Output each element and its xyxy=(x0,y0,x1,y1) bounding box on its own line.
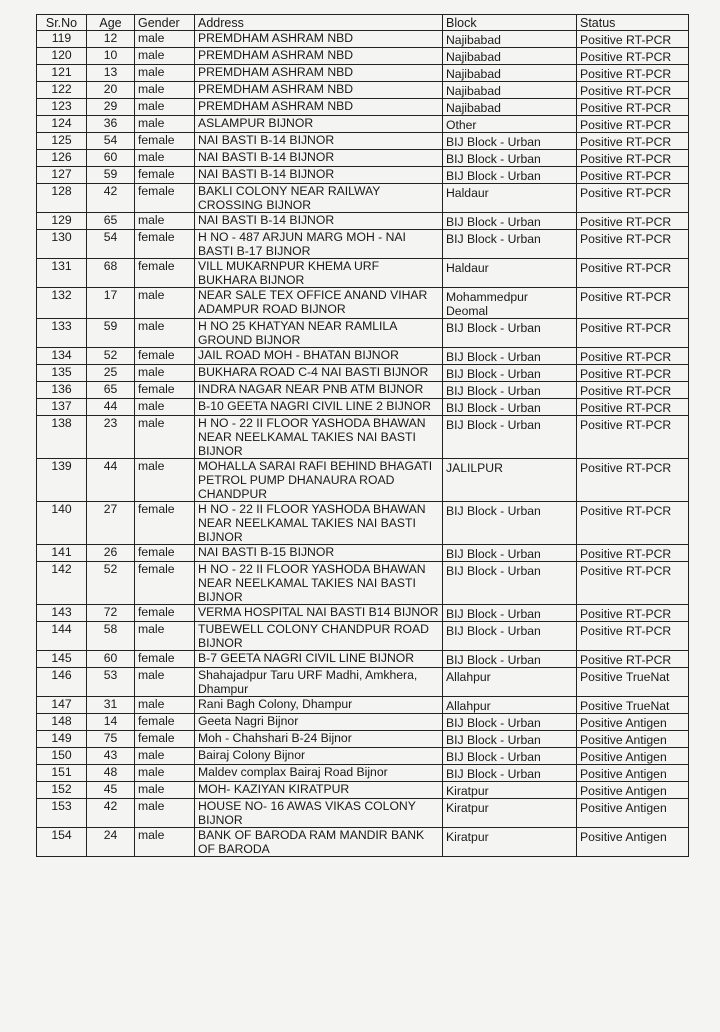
sr-no-cell: 147 xyxy=(37,697,87,714)
table-row xyxy=(37,782,689,799)
status-cell: Positive RT-PCR xyxy=(577,382,689,399)
sr-no-cell: 123 xyxy=(37,99,87,116)
table-row xyxy=(37,697,689,714)
table-row xyxy=(37,116,689,133)
status-cell: Positive RT-PCR xyxy=(577,622,689,651)
age-cell: 26 xyxy=(87,545,135,562)
block-cell: BIJ Block - Urban xyxy=(443,622,577,651)
sr-no-cell: 128 xyxy=(37,184,87,213)
address-cell: H NO - 487 ARJUN MARG MOH - NAI BASTI B-17 BIJNOR xyxy=(195,230,443,259)
age-cell: 60 xyxy=(87,651,135,668)
gender-cell: male xyxy=(135,697,195,714)
gender-cell: male xyxy=(135,765,195,782)
block-cell: Mohammedpur Deomal xyxy=(443,288,577,319)
status-cell: Positive RT-PCR xyxy=(577,116,689,133)
age-cell: 12 xyxy=(87,31,135,48)
block-cell: Najibabad xyxy=(443,65,577,82)
sr-no-cell: 121 xyxy=(37,65,87,82)
status-cell: Positive RT-PCR xyxy=(577,184,689,213)
address-cell: BAKLI COLONY NEAR RAILWAY CROSSING BIJNOR xyxy=(195,184,443,213)
header-gender: Gender xyxy=(135,15,195,31)
block-cell: BIJ Block - Urban xyxy=(443,230,577,259)
status-cell: Positive RT-PCR xyxy=(577,348,689,365)
sr-no-cell: 126 xyxy=(37,150,87,167)
sr-no-cell: 153 xyxy=(37,799,87,828)
block-cell: BIJ Block - Urban xyxy=(443,167,577,184)
scanned-document xyxy=(36,14,688,857)
address-cell: Maldev complax Bairaj Road Bijnor xyxy=(195,765,443,782)
age-cell: 59 xyxy=(87,319,135,348)
status-cell: Positive RT-PCR xyxy=(577,416,689,459)
patient-table xyxy=(36,14,689,857)
address-cell: TUBEWELL COLONY CHANDPUR ROAD BIJNOR xyxy=(195,622,443,651)
sr-no-cell: 141 xyxy=(37,545,87,562)
table-row xyxy=(37,651,689,668)
sr-no-cell: 140 xyxy=(37,502,87,545)
address-cell: Bairaj Colony Bijnor xyxy=(195,748,443,765)
age-cell: 54 xyxy=(87,133,135,150)
address-cell: NAI BASTI B-14 BIJNOR xyxy=(195,167,443,184)
age-cell: 68 xyxy=(87,259,135,288)
block-cell: BIJ Block - Urban xyxy=(443,748,577,765)
address-cell: JAIL ROAD MOH - BHATAN BIJNOR xyxy=(195,348,443,365)
address-cell: PREMDHAM ASHRAM NBD xyxy=(195,48,443,65)
gender-cell: female xyxy=(135,167,195,184)
gender-cell: female xyxy=(135,230,195,259)
address-cell: VILL MUKARNPUR KHEMA URF BUKHARA BIJNOR xyxy=(195,259,443,288)
address-cell: VERMA HOSPITAL NAI BASTI B14 BIJNOR xyxy=(195,605,443,622)
address-cell: NAI BASTI B-14 BIJNOR xyxy=(195,133,443,150)
gender-cell: female xyxy=(135,348,195,365)
status-cell: Positive TrueNat xyxy=(577,697,689,714)
block-cell: Allahpur xyxy=(443,668,577,697)
table-row xyxy=(37,459,689,502)
age-cell: 72 xyxy=(87,605,135,622)
block-cell: BIJ Block - Urban xyxy=(443,714,577,731)
table-row xyxy=(37,288,689,319)
status-cell: Positive RT-PCR xyxy=(577,31,689,48)
status-cell: Positive RT-PCR xyxy=(577,167,689,184)
block-cell: JALILPUR xyxy=(443,459,577,502)
block-cell: BIJ Block - Urban xyxy=(443,365,577,382)
sr-no-cell: 139 xyxy=(37,459,87,502)
sr-no-cell: 145 xyxy=(37,651,87,668)
block-cell: Najibabad xyxy=(443,99,577,116)
gender-cell: male xyxy=(135,622,195,651)
table-row xyxy=(37,828,689,857)
age-cell: 14 xyxy=(87,714,135,731)
sr-no-cell: 133 xyxy=(37,319,87,348)
sr-no-cell: 151 xyxy=(37,765,87,782)
sr-no-cell: 134 xyxy=(37,348,87,365)
gender-cell: female xyxy=(135,382,195,399)
age-cell: 43 xyxy=(87,748,135,765)
block-cell: BIJ Block - Urban xyxy=(443,765,577,782)
table-row xyxy=(37,82,689,99)
sr-no-cell: 154 xyxy=(37,828,87,857)
address-cell: H NO 25 KHATYAN NEAR RAMLILA GROUND BIJNOR xyxy=(195,319,443,348)
age-cell: 75 xyxy=(87,731,135,748)
gender-cell: male xyxy=(135,799,195,828)
sr-no-cell: 144 xyxy=(37,622,87,651)
table-row xyxy=(37,714,689,731)
block-cell: BIJ Block - Urban xyxy=(443,382,577,399)
address-cell: NAI BASTI B-14 BIJNOR xyxy=(195,213,443,230)
sr-no-cell: 124 xyxy=(37,116,87,133)
gender-cell: male xyxy=(135,288,195,319)
table-row xyxy=(37,605,689,622)
table-row xyxy=(37,48,689,65)
gender-cell: male xyxy=(135,748,195,765)
table-row xyxy=(37,545,689,562)
address-cell: PREMDHAM ASHRAM NBD xyxy=(195,31,443,48)
sr-no-cell: 137 xyxy=(37,399,87,416)
status-cell: Positive Antigen xyxy=(577,782,689,799)
gender-cell: male xyxy=(135,668,195,697)
sr-no-cell: 150 xyxy=(37,748,87,765)
header-sr-no: Sr.No xyxy=(37,15,87,31)
age-cell: 45 xyxy=(87,782,135,799)
address-cell: BUKHARA ROAD C-4 NAI BASTI BIJNOR xyxy=(195,365,443,382)
sr-no-cell: 149 xyxy=(37,731,87,748)
table-row xyxy=(37,748,689,765)
gender-cell: male xyxy=(135,319,195,348)
table-body xyxy=(37,31,689,857)
table-row xyxy=(37,622,689,651)
table-row xyxy=(37,259,689,288)
age-cell: 42 xyxy=(87,799,135,828)
sr-no-cell: 129 xyxy=(37,213,87,230)
status-cell: Positive Antigen xyxy=(577,828,689,857)
age-cell: 53 xyxy=(87,668,135,697)
address-cell: PREMDHAM ASHRAM NBD xyxy=(195,65,443,82)
address-cell: INDRA NAGAR NEAR PNB ATM BIJNOR xyxy=(195,382,443,399)
block-cell: BIJ Block - Urban xyxy=(443,416,577,459)
age-cell: 58 xyxy=(87,622,135,651)
status-cell: Positive RT-PCR xyxy=(577,99,689,116)
age-cell: 25 xyxy=(87,365,135,382)
gender-cell: male xyxy=(135,213,195,230)
age-cell: 60 xyxy=(87,150,135,167)
status-cell: Positive RT-PCR xyxy=(577,502,689,545)
sr-no-cell: 119 xyxy=(37,31,87,48)
table-row xyxy=(37,399,689,416)
address-cell: B-10 GEETA NAGRI CIVIL LINE 2 BIJNOR xyxy=(195,399,443,416)
block-cell: BIJ Block - Urban xyxy=(443,562,577,605)
age-cell: 20 xyxy=(87,82,135,99)
age-cell: 10 xyxy=(87,48,135,65)
status-cell: Positive TrueNat xyxy=(577,668,689,697)
status-cell: Positive Antigen xyxy=(577,765,689,782)
sr-no-cell: 143 xyxy=(37,605,87,622)
status-cell: Positive RT-PCR xyxy=(577,651,689,668)
age-cell: 65 xyxy=(87,382,135,399)
sr-no-cell: 135 xyxy=(37,365,87,382)
age-cell: 23 xyxy=(87,416,135,459)
table-row xyxy=(37,65,689,82)
block-cell: BIJ Block - Urban xyxy=(443,150,577,167)
block-cell: Other xyxy=(443,116,577,133)
gender-cell: male xyxy=(135,99,195,116)
status-cell: Positive RT-PCR xyxy=(577,545,689,562)
address-cell: MOH- KAZIYAN KIRATPUR xyxy=(195,782,443,799)
block-cell: Allahpur xyxy=(443,697,577,714)
address-cell: PREMDHAM ASHRAM NBD xyxy=(195,82,443,99)
sr-no-cell: 148 xyxy=(37,714,87,731)
sr-no-cell: 125 xyxy=(37,133,87,150)
age-cell: 29 xyxy=(87,99,135,116)
address-cell: Shahajadpur Taru URF Madhi, Amkhera, Dhampur xyxy=(195,668,443,697)
header-age: Age xyxy=(87,15,135,31)
status-cell: Positive RT-PCR xyxy=(577,133,689,150)
address-cell: B-7 GEETA NAGRI CIVIL LINE BIJNOR xyxy=(195,651,443,668)
table-row xyxy=(37,319,689,348)
gender-cell: male xyxy=(135,459,195,502)
table-row xyxy=(37,213,689,230)
status-cell: Positive RT-PCR xyxy=(577,150,689,167)
status-cell: Positive RT-PCR xyxy=(577,399,689,416)
block-cell: Najibabad xyxy=(443,31,577,48)
gender-cell: male xyxy=(135,82,195,99)
block-cell: Kiratpur xyxy=(443,799,577,828)
block-cell: Haldaur xyxy=(443,184,577,213)
table-row xyxy=(37,731,689,748)
table-row xyxy=(37,365,689,382)
gender-cell: male xyxy=(135,365,195,382)
status-cell: Positive Antigen xyxy=(577,731,689,748)
address-cell: Geeta Nagri Bijnor xyxy=(195,714,443,731)
block-cell: BIJ Block - Urban xyxy=(443,731,577,748)
age-cell: 36 xyxy=(87,116,135,133)
status-cell: Positive RT-PCR xyxy=(577,82,689,99)
gender-cell: male xyxy=(135,399,195,416)
header-address: Address xyxy=(195,15,443,31)
age-cell: 24 xyxy=(87,828,135,857)
table-row xyxy=(37,562,689,605)
block-cell: BIJ Block - Urban xyxy=(443,319,577,348)
gender-cell: male xyxy=(135,150,195,167)
sr-no-cell: 152 xyxy=(37,782,87,799)
gender-cell: male xyxy=(135,116,195,133)
block-cell: BIJ Block - Urban xyxy=(443,213,577,230)
age-cell: 59 xyxy=(87,167,135,184)
block-cell: BIJ Block - Urban xyxy=(443,605,577,622)
sr-no-cell: 138 xyxy=(37,416,87,459)
status-cell: Positive RT-PCR xyxy=(577,48,689,65)
address-cell: PREMDHAM ASHRAM NBD xyxy=(195,99,443,116)
address-cell: ASLAMPUR BIJNOR xyxy=(195,116,443,133)
block-cell: BIJ Block - Urban xyxy=(443,133,577,150)
sr-no-cell: 130 xyxy=(37,230,87,259)
block-cell: BIJ Block - Urban xyxy=(443,399,577,416)
sr-no-cell: 146 xyxy=(37,668,87,697)
table-row xyxy=(37,133,689,150)
address-cell: HOUSE NO- 16 AWAS VIKAS COLONY BIJNOR xyxy=(195,799,443,828)
status-cell: Positive RT-PCR xyxy=(577,259,689,288)
block-cell: BIJ Block - Urban xyxy=(443,348,577,365)
gender-cell: male xyxy=(135,31,195,48)
address-cell: NEAR SALE TEX OFFICE ANAND VIHAR ADAMPUR ROAD BIJNOR xyxy=(195,288,443,319)
status-cell: Positive RT-PCR xyxy=(577,562,689,605)
address-cell: BANK OF BARODA RAM MANDIR BANK OF BARODA xyxy=(195,828,443,857)
block-cell: Najibabad xyxy=(443,82,577,99)
gender-cell: female xyxy=(135,259,195,288)
address-cell: NAI BASTI B-15 BIJNOR xyxy=(195,545,443,562)
table-row xyxy=(37,765,689,782)
gender-cell: female xyxy=(135,502,195,545)
gender-cell: male xyxy=(135,416,195,459)
age-cell: 31 xyxy=(87,697,135,714)
age-cell: 54 xyxy=(87,230,135,259)
sr-no-cell: 136 xyxy=(37,382,87,399)
table-row xyxy=(37,150,689,167)
block-cell: Kiratpur xyxy=(443,828,577,857)
table-row xyxy=(37,167,689,184)
address-cell: NAI BASTI B-14 BIJNOR xyxy=(195,150,443,167)
sr-no-cell: 120 xyxy=(37,48,87,65)
status-cell: Positive RT-PCR xyxy=(577,459,689,502)
status-cell: Positive Antigen xyxy=(577,748,689,765)
gender-cell: female xyxy=(135,651,195,668)
sr-no-cell: 127 xyxy=(37,167,87,184)
age-cell: 27 xyxy=(87,502,135,545)
age-cell: 17 xyxy=(87,288,135,319)
table-header-row xyxy=(37,15,689,31)
gender-cell: female xyxy=(135,605,195,622)
status-cell: Positive RT-PCR xyxy=(577,213,689,230)
table-row xyxy=(37,416,689,459)
age-cell: 48 xyxy=(87,765,135,782)
block-cell: BIJ Block - Urban xyxy=(443,651,577,668)
age-cell: 52 xyxy=(87,562,135,605)
block-cell: Najibabad xyxy=(443,48,577,65)
age-cell: 44 xyxy=(87,459,135,502)
address-cell: H NO - 22 II FLOOR YASHODA BHAWAN NEAR NEELKAMAL TAKIES NAI BASTI BIJNOR xyxy=(195,562,443,605)
address-cell: H NO - 22 II FLOOR YASHODA BHAWAN NEAR NEELKAMAL TAKIES NAI BASTI BIJNOR xyxy=(195,416,443,459)
gender-cell: male xyxy=(135,782,195,799)
table-row xyxy=(37,99,689,116)
address-cell: MOHALLA SARAI RAFI BEHIND BHAGATI PETROL PUMP DHANAURA ROAD CHANDPUR xyxy=(195,459,443,502)
status-cell: Positive RT-PCR xyxy=(577,288,689,319)
status-cell: Positive RT-PCR xyxy=(577,65,689,82)
gender-cell: female xyxy=(135,133,195,150)
gender-cell: female xyxy=(135,714,195,731)
gender-cell: male xyxy=(135,828,195,857)
sr-no-cell: 142 xyxy=(37,562,87,605)
table-row xyxy=(37,382,689,399)
sr-no-cell: 132 xyxy=(37,288,87,319)
status-cell: Positive RT-PCR xyxy=(577,319,689,348)
block-cell: BIJ Block - Urban xyxy=(443,545,577,562)
gender-cell: female xyxy=(135,562,195,605)
status-cell: Positive RT-PCR xyxy=(577,230,689,259)
status-cell: Positive RT-PCR xyxy=(577,605,689,622)
table-row xyxy=(37,502,689,545)
table-row xyxy=(37,348,689,365)
age-cell: 13 xyxy=(87,65,135,82)
table-row xyxy=(37,184,689,213)
address-cell: Moh - Chahshari B-24 Bijnor xyxy=(195,731,443,748)
gender-cell: female xyxy=(135,731,195,748)
gender-cell: male xyxy=(135,65,195,82)
status-cell: Positive RT-PCR xyxy=(577,365,689,382)
status-cell: Positive Antigen xyxy=(577,799,689,828)
age-cell: 42 xyxy=(87,184,135,213)
age-cell: 52 xyxy=(87,348,135,365)
table-row xyxy=(37,799,689,828)
header-status: Status xyxy=(577,15,689,31)
address-cell: Rani Bagh Colony, Dhampur xyxy=(195,697,443,714)
sr-no-cell: 131 xyxy=(37,259,87,288)
gender-cell: female xyxy=(135,184,195,213)
age-cell: 65 xyxy=(87,213,135,230)
gender-cell: male xyxy=(135,48,195,65)
gender-cell: female xyxy=(135,545,195,562)
address-cell: H NO - 22 II FLOOR YASHODA BHAWAN NEAR NEELKAMAL TAKIES NAI BASTI BIJNOR xyxy=(195,502,443,545)
table-row xyxy=(37,668,689,697)
table-row xyxy=(37,31,689,48)
sr-no-cell: 122 xyxy=(37,82,87,99)
status-cell: Positive Antigen xyxy=(577,714,689,731)
table-row xyxy=(37,230,689,259)
block-cell: Kiratpur xyxy=(443,782,577,799)
age-cell: 44 xyxy=(87,399,135,416)
block-cell: BIJ Block - Urban xyxy=(443,502,577,545)
header-block: Block xyxy=(443,15,577,31)
block-cell: Haldaur xyxy=(443,259,577,288)
